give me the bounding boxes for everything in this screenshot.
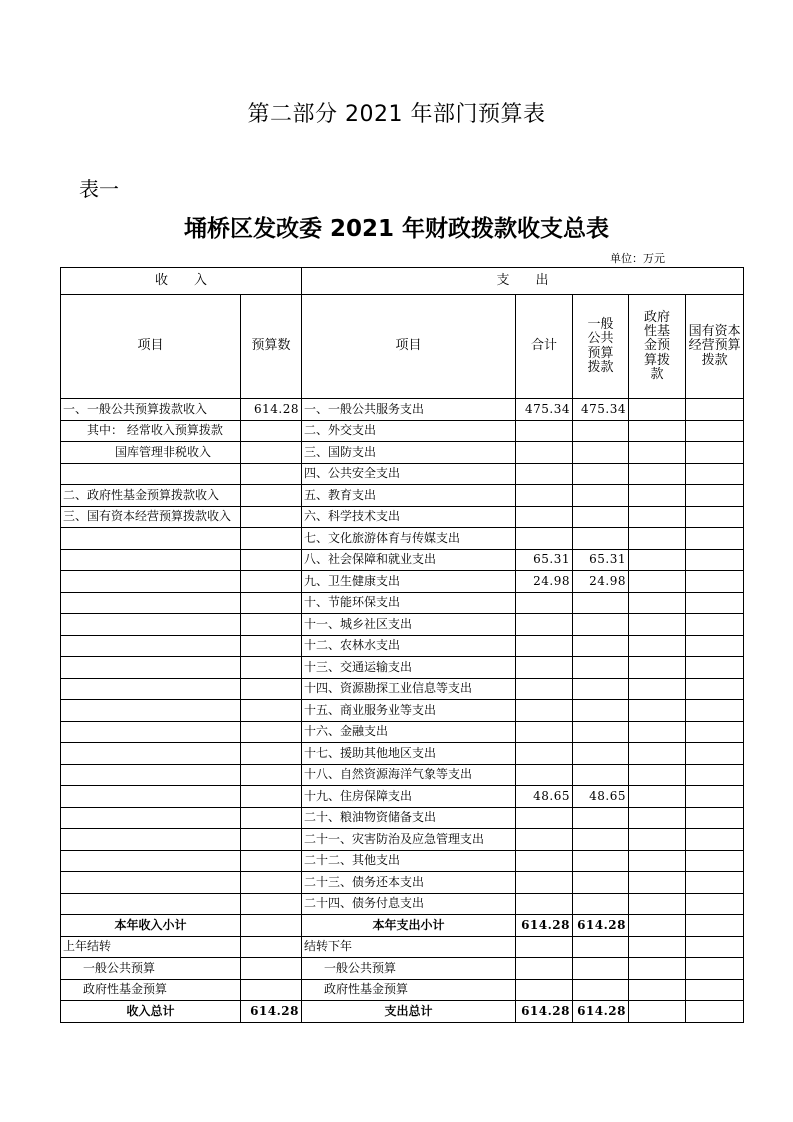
expenditure-general bbox=[573, 893, 629, 915]
expenditure-general bbox=[573, 463, 629, 485]
income-value bbox=[241, 807, 302, 829]
expenditure-state-capital bbox=[686, 807, 744, 829]
expenditure-general bbox=[573, 528, 629, 550]
expenditure-state-capital bbox=[686, 893, 744, 915]
expenditure-state-capital bbox=[686, 399, 744, 421]
expenditure-state-capital bbox=[686, 700, 744, 722]
expenditure-gov-fund bbox=[629, 592, 686, 614]
expenditure-gov-fund bbox=[629, 463, 686, 485]
expenditure-general bbox=[573, 506, 629, 528]
table-row bbox=[61, 549, 744, 571]
expenditure-total: 24.98 bbox=[516, 571, 573, 593]
prev-carry-gov-fund-value bbox=[241, 979, 302, 1001]
income-value bbox=[241, 829, 302, 851]
expenditure-gov-fund bbox=[629, 657, 686, 679]
table-row bbox=[61, 442, 744, 464]
expenditure-total: 475.34 bbox=[516, 399, 573, 421]
prev-carry-gov-fund-label: 政府性基金预算 bbox=[61, 979, 241, 1001]
income-item bbox=[61, 764, 241, 786]
income-value bbox=[241, 678, 302, 700]
expenditure-gov-fund bbox=[629, 420, 686, 442]
prev-carry-label: 上年结转 bbox=[61, 936, 241, 958]
income-item bbox=[61, 571, 241, 593]
expenditure-state-capital bbox=[686, 635, 744, 657]
expenditure-general bbox=[573, 829, 629, 851]
income-value bbox=[241, 786, 302, 808]
table-row bbox=[61, 485, 744, 507]
expenditure-general: 24.98 bbox=[573, 571, 629, 593]
expenditure-item: 二十三、债务还本支出 bbox=[302, 872, 516, 894]
expenditure-state-capital bbox=[686, 442, 744, 464]
exp-grand-total-total: 614.28 bbox=[516, 1001, 573, 1023]
next-carry-gov-fund-state-capital bbox=[686, 979, 744, 1001]
exp-subtotal-gov-fund bbox=[629, 915, 686, 937]
expenditure-item: 十八、自然资源海洋气象等支出 bbox=[302, 764, 516, 786]
income-value bbox=[241, 592, 302, 614]
gov-fund-header bbox=[629, 295, 686, 399]
expenditure-gov-fund bbox=[629, 872, 686, 894]
table-row bbox=[61, 807, 744, 829]
exp-item-header: 项目 bbox=[302, 295, 516, 399]
expenditure-item: 三、国防支出 bbox=[302, 442, 516, 464]
income-value bbox=[241, 700, 302, 722]
income-item-header: 项目 bbox=[61, 295, 241, 399]
income-item bbox=[61, 721, 241, 743]
expenditure-total bbox=[516, 485, 573, 507]
carry-row-2 bbox=[61, 958, 744, 980]
income-item: 三、国有资本经营预算拨款收入 bbox=[61, 506, 241, 528]
expenditure-item: 十一、城乡社区支出 bbox=[302, 614, 516, 636]
expenditure-total bbox=[516, 442, 573, 464]
expenditure-state-capital bbox=[686, 850, 744, 872]
income-subtotal-value bbox=[241, 915, 302, 937]
expenditure-item: 十七、援助其他地区支出 bbox=[302, 743, 516, 765]
expenditure-state-capital bbox=[686, 528, 744, 550]
state-capital-header bbox=[686, 295, 744, 399]
income-item bbox=[61, 807, 241, 829]
table-title: 埇桥区发改委 2021 年财政拨款收支总表 bbox=[183, 216, 610, 242]
expenditure-gov-fund bbox=[629, 614, 686, 636]
income-value bbox=[241, 442, 302, 464]
expenditure-general bbox=[573, 592, 629, 614]
expenditure-state-capital bbox=[686, 463, 744, 485]
table-row bbox=[61, 528, 744, 550]
expenditure-state-capital bbox=[686, 786, 744, 808]
expenditure-general bbox=[573, 485, 629, 507]
expenditure-state-capital bbox=[686, 721, 744, 743]
exp-total-header: 合计 bbox=[516, 295, 573, 399]
expenditure-gov-fund bbox=[629, 549, 686, 571]
expenditure-state-capital bbox=[686, 420, 744, 442]
income-value bbox=[241, 764, 302, 786]
table-row bbox=[61, 420, 744, 442]
expenditure-gov-fund bbox=[629, 678, 686, 700]
income-item bbox=[61, 829, 241, 851]
gov-fund-header-text: 政府性基金预算拨款 bbox=[644, 309, 671, 382]
expenditure-total bbox=[516, 872, 573, 894]
income-header: 收 入 bbox=[61, 268, 302, 295]
expenditure-item: 十二、农林水支出 bbox=[302, 635, 516, 657]
expenditure-general bbox=[573, 764, 629, 786]
income-item bbox=[61, 657, 241, 679]
table-row bbox=[61, 399, 744, 421]
income-item bbox=[61, 635, 241, 657]
expenditure-general bbox=[573, 635, 629, 657]
expenditure-item: 二十四、债务付息支出 bbox=[302, 893, 516, 915]
income-item bbox=[61, 678, 241, 700]
expenditure-state-capital bbox=[686, 485, 744, 507]
expenditure-general: 65.31 bbox=[573, 549, 629, 571]
expenditure-total bbox=[516, 700, 573, 722]
next-carry-general-state-capital bbox=[686, 958, 744, 980]
exp-subtotal-label: 本年支出小计 bbox=[302, 915, 516, 937]
income-value bbox=[241, 420, 302, 442]
budget-table bbox=[60, 267, 744, 1023]
table-row bbox=[61, 786, 744, 808]
next-carry-label: 结转下年 bbox=[302, 936, 516, 958]
expenditure-state-capital bbox=[686, 743, 744, 765]
expenditure-item: 六、科学技术支出 bbox=[302, 506, 516, 528]
expenditure-total bbox=[516, 678, 573, 700]
expenditure-total bbox=[516, 850, 573, 872]
carry-row-3 bbox=[61, 979, 744, 1001]
next-carry-total bbox=[516, 936, 573, 958]
expenditure-gov-fund bbox=[629, 442, 686, 464]
income-value bbox=[241, 485, 302, 507]
expenditure-general bbox=[573, 872, 629, 894]
income-value bbox=[241, 872, 302, 894]
exp-grand-total-label: 支出总计 bbox=[302, 1001, 516, 1023]
income-value bbox=[241, 635, 302, 657]
income-item bbox=[61, 614, 241, 636]
income-value bbox=[241, 721, 302, 743]
expenditure-item: 四、公共安全支出 bbox=[302, 463, 516, 485]
next-carry-general-gov-fund bbox=[629, 958, 686, 980]
income-value bbox=[241, 506, 302, 528]
exp-subtotal-total: 614.28 bbox=[516, 915, 573, 937]
expenditure-total bbox=[516, 592, 573, 614]
expenditure-general bbox=[573, 721, 629, 743]
income-item bbox=[61, 592, 241, 614]
expenditure-general: 48.65 bbox=[573, 786, 629, 808]
income-value bbox=[241, 743, 302, 765]
expenditure-total bbox=[516, 635, 573, 657]
expenditure-gov-fund bbox=[629, 786, 686, 808]
expenditure-total bbox=[516, 743, 573, 765]
income-value bbox=[241, 614, 302, 636]
expenditure-gov-fund bbox=[629, 528, 686, 550]
expenditure-total bbox=[516, 807, 573, 829]
table-row bbox=[61, 614, 744, 636]
next-carry-general-label: 一般公共预算 bbox=[302, 958, 516, 980]
table-row bbox=[61, 893, 744, 915]
expenditure-total bbox=[516, 829, 573, 851]
table-row bbox=[61, 764, 744, 786]
income-item: 一、一般公共预算拨款收入 bbox=[61, 399, 241, 421]
income-grand-total-label: 收入总计 bbox=[61, 1001, 241, 1023]
expenditure-gov-fund bbox=[629, 764, 686, 786]
income-value bbox=[241, 893, 302, 915]
table-row bbox=[61, 635, 744, 657]
income-grand-total-value: 614.28 bbox=[241, 1001, 302, 1023]
expenditure-gov-fund bbox=[629, 571, 686, 593]
income-value bbox=[241, 850, 302, 872]
expenditure-state-capital bbox=[686, 614, 744, 636]
expenditure-state-capital bbox=[686, 571, 744, 593]
expenditure-total bbox=[516, 721, 573, 743]
expenditure-general bbox=[573, 807, 629, 829]
prev-carry-general-value bbox=[241, 958, 302, 980]
expenditure-gov-fund bbox=[629, 700, 686, 722]
table-row bbox=[61, 571, 744, 593]
income-item bbox=[61, 872, 241, 894]
expenditure-state-capital bbox=[686, 764, 744, 786]
next-carry-state-capital bbox=[686, 936, 744, 958]
income-value bbox=[241, 549, 302, 571]
exp-subtotal-state-capital bbox=[686, 915, 744, 937]
expenditure-general bbox=[573, 442, 629, 464]
expenditure-gov-fund bbox=[629, 743, 686, 765]
income-value bbox=[241, 571, 302, 593]
expenditure-gov-fund bbox=[629, 506, 686, 528]
expenditure-item: 二十二、其他支出 bbox=[302, 850, 516, 872]
income-value bbox=[241, 463, 302, 485]
next-carry-general bbox=[573, 936, 629, 958]
general-budget-header bbox=[573, 295, 629, 399]
expenditure-total: 48.65 bbox=[516, 786, 573, 808]
expenditure-gov-fund bbox=[629, 829, 686, 851]
table-row bbox=[61, 743, 744, 765]
expenditure-total bbox=[516, 420, 573, 442]
exp-subtotal-general: 614.28 bbox=[573, 915, 629, 937]
expenditure-state-capital bbox=[686, 872, 744, 894]
expenditure-total bbox=[516, 893, 573, 915]
expenditure-item: 二十一、灾害防治及应急管理支出 bbox=[302, 829, 516, 851]
expenditure-item: 一、一般公共服务支出 bbox=[302, 399, 516, 421]
income-item bbox=[61, 743, 241, 765]
expenditure-state-capital bbox=[686, 506, 744, 528]
expenditure-general bbox=[573, 420, 629, 442]
next-carry-gov-fund-total bbox=[516, 979, 573, 1001]
next-carry-gov-fund-general bbox=[573, 979, 629, 1001]
table-row bbox=[61, 700, 744, 722]
expenditure-item: 十、节能环保支出 bbox=[302, 592, 516, 614]
income-item: 二、政府性基金预算拨款收入 bbox=[61, 485, 241, 507]
part-title: 第二部分 2021 年部门预算表 bbox=[247, 102, 546, 127]
table-row bbox=[61, 721, 744, 743]
expenditure-general bbox=[573, 743, 629, 765]
expenditure-item: 二、外交支出 bbox=[302, 420, 516, 442]
header-row-1 bbox=[61, 268, 744, 295]
expenditure-gov-fund bbox=[629, 893, 686, 915]
expenditure-general: 475.34 bbox=[573, 399, 629, 421]
unit-label: 单位：万元 bbox=[610, 252, 665, 265]
income-item bbox=[61, 700, 241, 722]
table-row bbox=[61, 678, 744, 700]
exp-grand-total-state-capital bbox=[686, 1001, 744, 1023]
state-capital-header-text: 国有资本经营预算拨款 bbox=[688, 324, 741, 368]
expenditure-general bbox=[573, 678, 629, 700]
expenditure-state-capital bbox=[686, 592, 744, 614]
expenditure-total bbox=[516, 764, 573, 786]
table-row bbox=[61, 463, 744, 485]
expenditure-item: 十四、资源勘探工业信息等支出 bbox=[302, 678, 516, 700]
next-carry-gov-fund bbox=[629, 936, 686, 958]
expenditure-state-capital bbox=[686, 829, 744, 851]
expenditure-total bbox=[516, 463, 573, 485]
expenditure-general bbox=[573, 700, 629, 722]
next-carry-general-total bbox=[516, 958, 573, 980]
income-value: 614.28 bbox=[241, 399, 302, 421]
expenditure-item: 十六、金融支出 bbox=[302, 721, 516, 743]
header-row-2 bbox=[61, 295, 744, 399]
expenditure-gov-fund bbox=[629, 399, 686, 421]
expenditure-total: 65.31 bbox=[516, 549, 573, 571]
expenditure-item: 八、社会保障和就业支出 bbox=[302, 549, 516, 571]
table-row bbox=[61, 592, 744, 614]
next-carry-gov-fund-gov-fund bbox=[629, 979, 686, 1001]
expenditure-total bbox=[516, 528, 573, 550]
table-row bbox=[61, 657, 744, 679]
income-item bbox=[61, 528, 241, 550]
expenditure-total bbox=[516, 657, 573, 679]
table-row bbox=[61, 872, 744, 894]
grand-total-row bbox=[61, 1001, 744, 1023]
expenditure-state-capital bbox=[686, 678, 744, 700]
expenditure-state-capital bbox=[686, 549, 744, 571]
income-item bbox=[61, 893, 241, 915]
expenditure-general bbox=[573, 850, 629, 872]
table-row bbox=[61, 850, 744, 872]
expenditure-item: 二十、粮油物资储备支出 bbox=[302, 807, 516, 829]
prev-carry-general-label: 一般公共预算 bbox=[61, 958, 241, 980]
next-carry-general-general bbox=[573, 958, 629, 980]
expenditure-item: 五、教育支出 bbox=[302, 485, 516, 507]
income-item: 其中： 经常收入预算拨款 bbox=[61, 420, 241, 442]
expenditure-header: 支 出 bbox=[302, 268, 744, 295]
expenditure-item: 十三、交通运输支出 bbox=[302, 657, 516, 679]
exp-grand-total-gov-fund bbox=[629, 1001, 686, 1023]
expenditure-gov-fund bbox=[629, 485, 686, 507]
expenditure-item: 十九、住房保障支出 bbox=[302, 786, 516, 808]
income-budget-header: 预算数 bbox=[241, 295, 302, 399]
table-number: 表一 bbox=[79, 177, 119, 201]
table-row bbox=[61, 829, 744, 851]
income-subtotal-label: 本年收入小计 bbox=[61, 915, 241, 937]
carry-row-1 bbox=[61, 936, 744, 958]
expenditure-gov-fund bbox=[629, 635, 686, 657]
expenditure-state-capital bbox=[686, 657, 744, 679]
income-value bbox=[241, 657, 302, 679]
expenditure-total bbox=[516, 506, 573, 528]
expenditure-general bbox=[573, 614, 629, 636]
table-row bbox=[61, 506, 744, 528]
expenditure-gov-fund bbox=[629, 807, 686, 829]
income-item: 国库管理非税收入 bbox=[61, 442, 241, 464]
income-item bbox=[61, 549, 241, 571]
expenditure-gov-fund bbox=[629, 850, 686, 872]
income-value bbox=[241, 528, 302, 550]
income-item bbox=[61, 786, 241, 808]
prev-carry-value bbox=[241, 936, 302, 958]
expenditure-general bbox=[573, 657, 629, 679]
general-budget-header-text: 一般公共预算拨款 bbox=[587, 316, 614, 375]
expenditure-item: 七、文化旅游体育与传媒支出 bbox=[302, 528, 516, 550]
exp-grand-total-general: 614.28 bbox=[573, 1001, 629, 1023]
next-carry-gov-fund-label: 政府性基金预算 bbox=[302, 979, 516, 1001]
income-item bbox=[61, 850, 241, 872]
expenditure-item: 十五、商业服务业等支出 bbox=[302, 700, 516, 722]
expenditure-item: 九、卫生健康支出 bbox=[302, 571, 516, 593]
expenditure-gov-fund bbox=[629, 721, 686, 743]
expenditure-total bbox=[516, 614, 573, 636]
subtotal-row bbox=[61, 915, 744, 937]
income-item bbox=[61, 463, 241, 485]
